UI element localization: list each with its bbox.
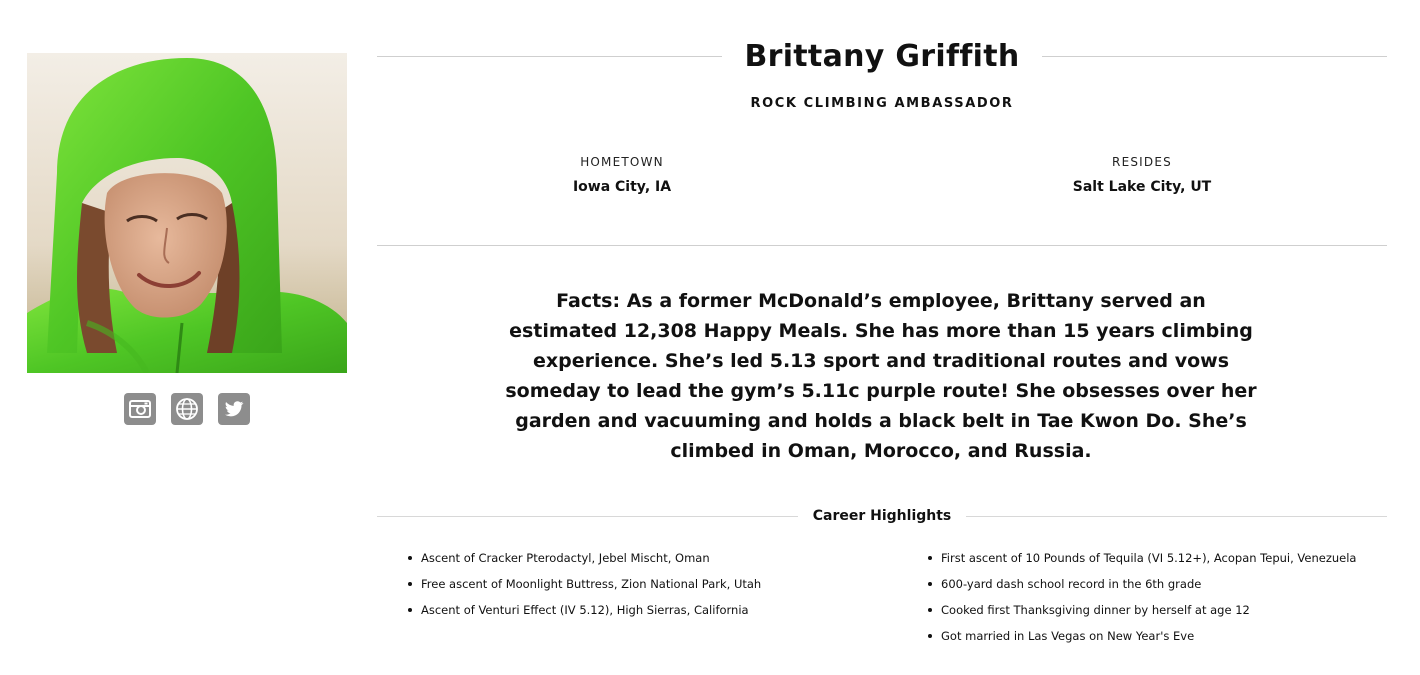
career-highlights-left-list [405, 545, 761, 623]
social-links [124, 393, 250, 425]
instagram-icon[interactable] [124, 393, 156, 425]
ambassador-role: ROCK CLIMBING AMBASSADOR [750, 96, 1014, 111]
twitter-icon[interactable] [218, 393, 250, 425]
list-item: Got married in Las Vegas on New Year's Eve [925, 623, 1356, 649]
career-highlights-header [377, 505, 1387, 527]
section-divider [377, 245, 1387, 246]
career-highlights-title: Career Highlights [812, 508, 952, 524]
hometown-value: Iowa City, IA [572, 179, 672, 195]
facts-paragraph: Facts: As a former McDonald’s employee, Brittany served an estimated 12,308 Happy Meals. She has more than 15 years climbing experience. She’s led 5.13 sport and traditional routes and vows someday to lead the gym’s 5.11c purple route! She obsesses over her garden and vacuuming and holds a black belt in Tae Kwon Do. She’s climbed in Oman, Morocco, and Russia. [505, 290, 1257, 462]
list-item: Cooked first Thanksgiving dinner by herself at age 12 [925, 597, 1356, 623]
divider-line [966, 516, 1387, 517]
resides-label: RESIDES [1112, 155, 1172, 169]
globe-icon[interactable] [171, 393, 203, 425]
ambassador-name: Brittany Griffith [744, 38, 1020, 74]
list-item: Ascent of Cracker Pterodactyl, Jebel Mischt, Oman [405, 545, 761, 571]
resides-value: Salt Lake City, UT [1072, 179, 1212, 195]
resides-block [992, 155, 1292, 195]
list-item: Ascent of Venturi Effect (IV 5.12), High Sierras, California [405, 597, 761, 623]
hometown-block [472, 155, 772, 195]
profile-photo [27, 53, 347, 373]
hometown-label: HOMETOWN [580, 155, 664, 169]
list-item: Free ascent of Moonlight Buttress, Zion National Park, Utah [405, 571, 761, 597]
climber-portrait-image [27, 53, 347, 373]
list-item: 600-yard dash school record in the 6th grade [925, 571, 1356, 597]
divider-line [377, 516, 798, 517]
divider-line [377, 56, 722, 57]
name-header [377, 36, 1387, 76]
career-highlights-right-list [925, 545, 1356, 649]
divider-line [1042, 56, 1387, 57]
list-item: First ascent of 10 Pounds of Tequila (VI 5.12+), Acopan Tepui, Venezuela [925, 545, 1356, 571]
